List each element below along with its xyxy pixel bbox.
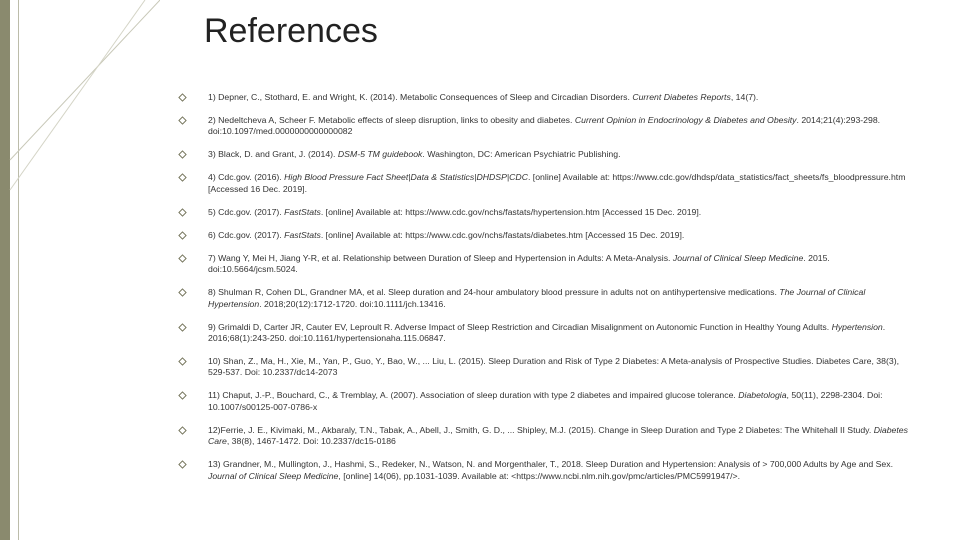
reference-item: [178, 149, 908, 160]
reference-text: 9) Grimaldi D, Carter JR, Cauter EV, Leproult R. Adverse Impact of Sleep Restriction and Circadian Misalignment on Autonomic Function in Healthy Young Adults.: [208, 321, 832, 332]
reference-text: 3) Black, D. and Grant, J. (2014).: [208, 149, 338, 160]
reference-source-title: Diabetes Care: [208, 424, 908, 447]
diamond-bullet-icon: [178, 391, 187, 400]
reference-source-title: Hypertension: [831, 321, 883, 332]
reference-item: [178, 115, 908, 138]
reference-text: , 14(7).: [730, 92, 759, 102]
reference-item: [178, 459, 908, 482]
reference-item: [178, 172, 908, 195]
diamond-bullet-icon: [178, 254, 187, 263]
reference-text: 12)Ferrie, J. E., Kivimaki, M., Akbaraly, T.N., Tabak, A., Abell, J., Smith, G. D., ... Shipley, M.J. (2015). Change in Sleep Duration and Type 2 Diabetes: The Whitehall II Study.: [208, 424, 874, 435]
reference-text: 5) Cdc.gov. (2017).: [208, 206, 285, 217]
reference-text: . 2018;20(12):1712-1720. doi:10.1111/jch.13416.: [259, 298, 446, 309]
reference-source-title: High Blood Pressure Fact Sheet|Data & Statistics|DHDSP|CDC: [284, 172, 528, 183]
diamond-bullet-icon: [178, 93, 187, 102]
reference-source-title: Current Opinion in Endocrinology & Diabetes and Obesity: [574, 115, 797, 125]
diamond-bullet-icon: [178, 208, 187, 217]
reference-text: . [online] Available at: https://www.cdc.gov/dhdsp/data_statistics/fact_sheets/fs_bloodpressure.htm [Accessed 16 Dec. 2019].: [208, 172, 906, 194]
reference-source-title: FastStats: [284, 206, 321, 217]
reference-text: 7) Wang Y, Mei H, Jiang Y-R, et al. Relationship between Duration of Sleep and Hypertension in Adults: A Meta-Analysis.: [208, 252, 673, 263]
reference-text: , 50(11), 2298-2304. Doi: 10.1007/s00125-007-0786-x: [208, 390, 883, 412]
reference-text: 10) Shan, Z., Ma, H., Xie, M., Yan, P., Guo, Y., Bao, W., ... Liu, L. (2015). Sleep Duration and Risk of Type 2 Diabetes: A Meta-analysis of Prospective Studies. Diabetes Care, 38(3), 529-537. Doi: 10.2337/dc14-2073: [208, 356, 900, 378]
reference-source-title: Journal of Clinical Sleep Medicine: [672, 252, 804, 263]
reference-source-title: FastStats: [284, 229, 321, 240]
reference-text: 8) Shulman R, Cohen DL, Grandner MA, et al. Sleep duration and 24-hour ambulatory blood pressure in adults not on antihypertensive medications.: [208, 287, 780, 298]
diamond-bullet-icon: [178, 116, 187, 125]
reference-text: 4) Cdc.gov. (2016).: [208, 172, 285, 183]
reference-text: 1) Depner, C., Stothard, E. and Wright, K. (2014). Metabolic Consequences of Sleep and Circadian Disorders.: [208, 92, 633, 102]
diamond-bullet-icon: [178, 460, 187, 469]
reference-text: . 2016;68(1):243-250. doi:10.1161/hypertensionaha.115.06847.: [208, 321, 886, 344]
reference-item: [178, 356, 908, 379]
reference-item: [178, 92, 908, 103]
reference-text: . [online] Available at: https://www.cdc.gov/nchs/fastats/diabetes.htm [Accessed 15 Dec. 2019].: [320, 229, 685, 240]
reference-source-title: Diabetologia: [738, 390, 787, 401]
slide-title: References: [204, 12, 378, 50]
diamond-bullet-icon: [178, 426, 187, 435]
reference-item: [178, 287, 908, 310]
reference-item: [178, 425, 908, 448]
reference-item: [178, 390, 908, 413]
diamond-bullet-icon: [178, 357, 187, 366]
diamond-bullet-icon: [178, 150, 187, 159]
reference-text: , 38(8), 1467-1472. Doi: 10.2337/dc15-0186: [226, 436, 396, 447]
diamond-bullet-icon: [178, 173, 187, 182]
reference-source-title: The Journal of Clinical Hypertension: [208, 287, 866, 309]
reference-text: 6) Cdc.gov. (2017).: [208, 229, 285, 240]
decorative-diagonal-lines: [0, 0, 160, 540]
reference-source-title: Current Diabetes Reports: [632, 92, 731, 102]
reference-text: , [online] 14(06), pp.1031-1039. Available at: <https://www.ncbi.nlm.nih.gov/pmc/articles/PMC5991947/>.: [338, 470, 741, 481]
reference-list: [178, 92, 908, 494]
reference-item: [178, 322, 908, 345]
reference-text: 2) Nedeltcheva A, Scheer F. Metabolic effects of sleep disruption, links to obesity and diabetes.: [208, 115, 575, 125]
diamond-bullet-icon: [178, 323, 187, 332]
reference-text: . [online] Available at: https://www.cdc.gov/nchs/fastats/hypertension.htm [Accessed 15 Dec. 2019].: [320, 206, 702, 217]
reference-text: . 2015. doi:10.5664/jcsm.5024.: [208, 252, 830, 275]
reference-text: . Washington, DC: American Psychiatric Publishing.: [422, 149, 621, 160]
diamond-bullet-icon: [178, 231, 187, 240]
diamond-bullet-icon: [178, 288, 187, 297]
reference-text: 11) Chaput, J.-P., Bouchard, C., & Tremblay, A. (2007). Association of sleep duration with type 2 diabetes and impaired glucose tolerance.: [208, 390, 739, 401]
reference-text: . 2014;21(4):293-298. doi:10.1097/med.0000000000000082: [208, 115, 881, 137]
reference-item: [178, 207, 908, 218]
reference-text: 13) Grandner, M., Mullington, J., Hashmi, S., Redeker, N., Watson, N. and Morgenthaler, T., 2018. Sleep Duration and Hypertension: Analysis of > 700,000 Adults by Age and Sex.: [208, 459, 893, 470]
reference-item: [178, 230, 908, 241]
reference-item: [178, 253, 908, 276]
reference-source-title: Journal of Clinical Sleep Medicine: [208, 470, 339, 481]
reference-source-title: DSM-5 TM guidebook: [337, 149, 423, 160]
